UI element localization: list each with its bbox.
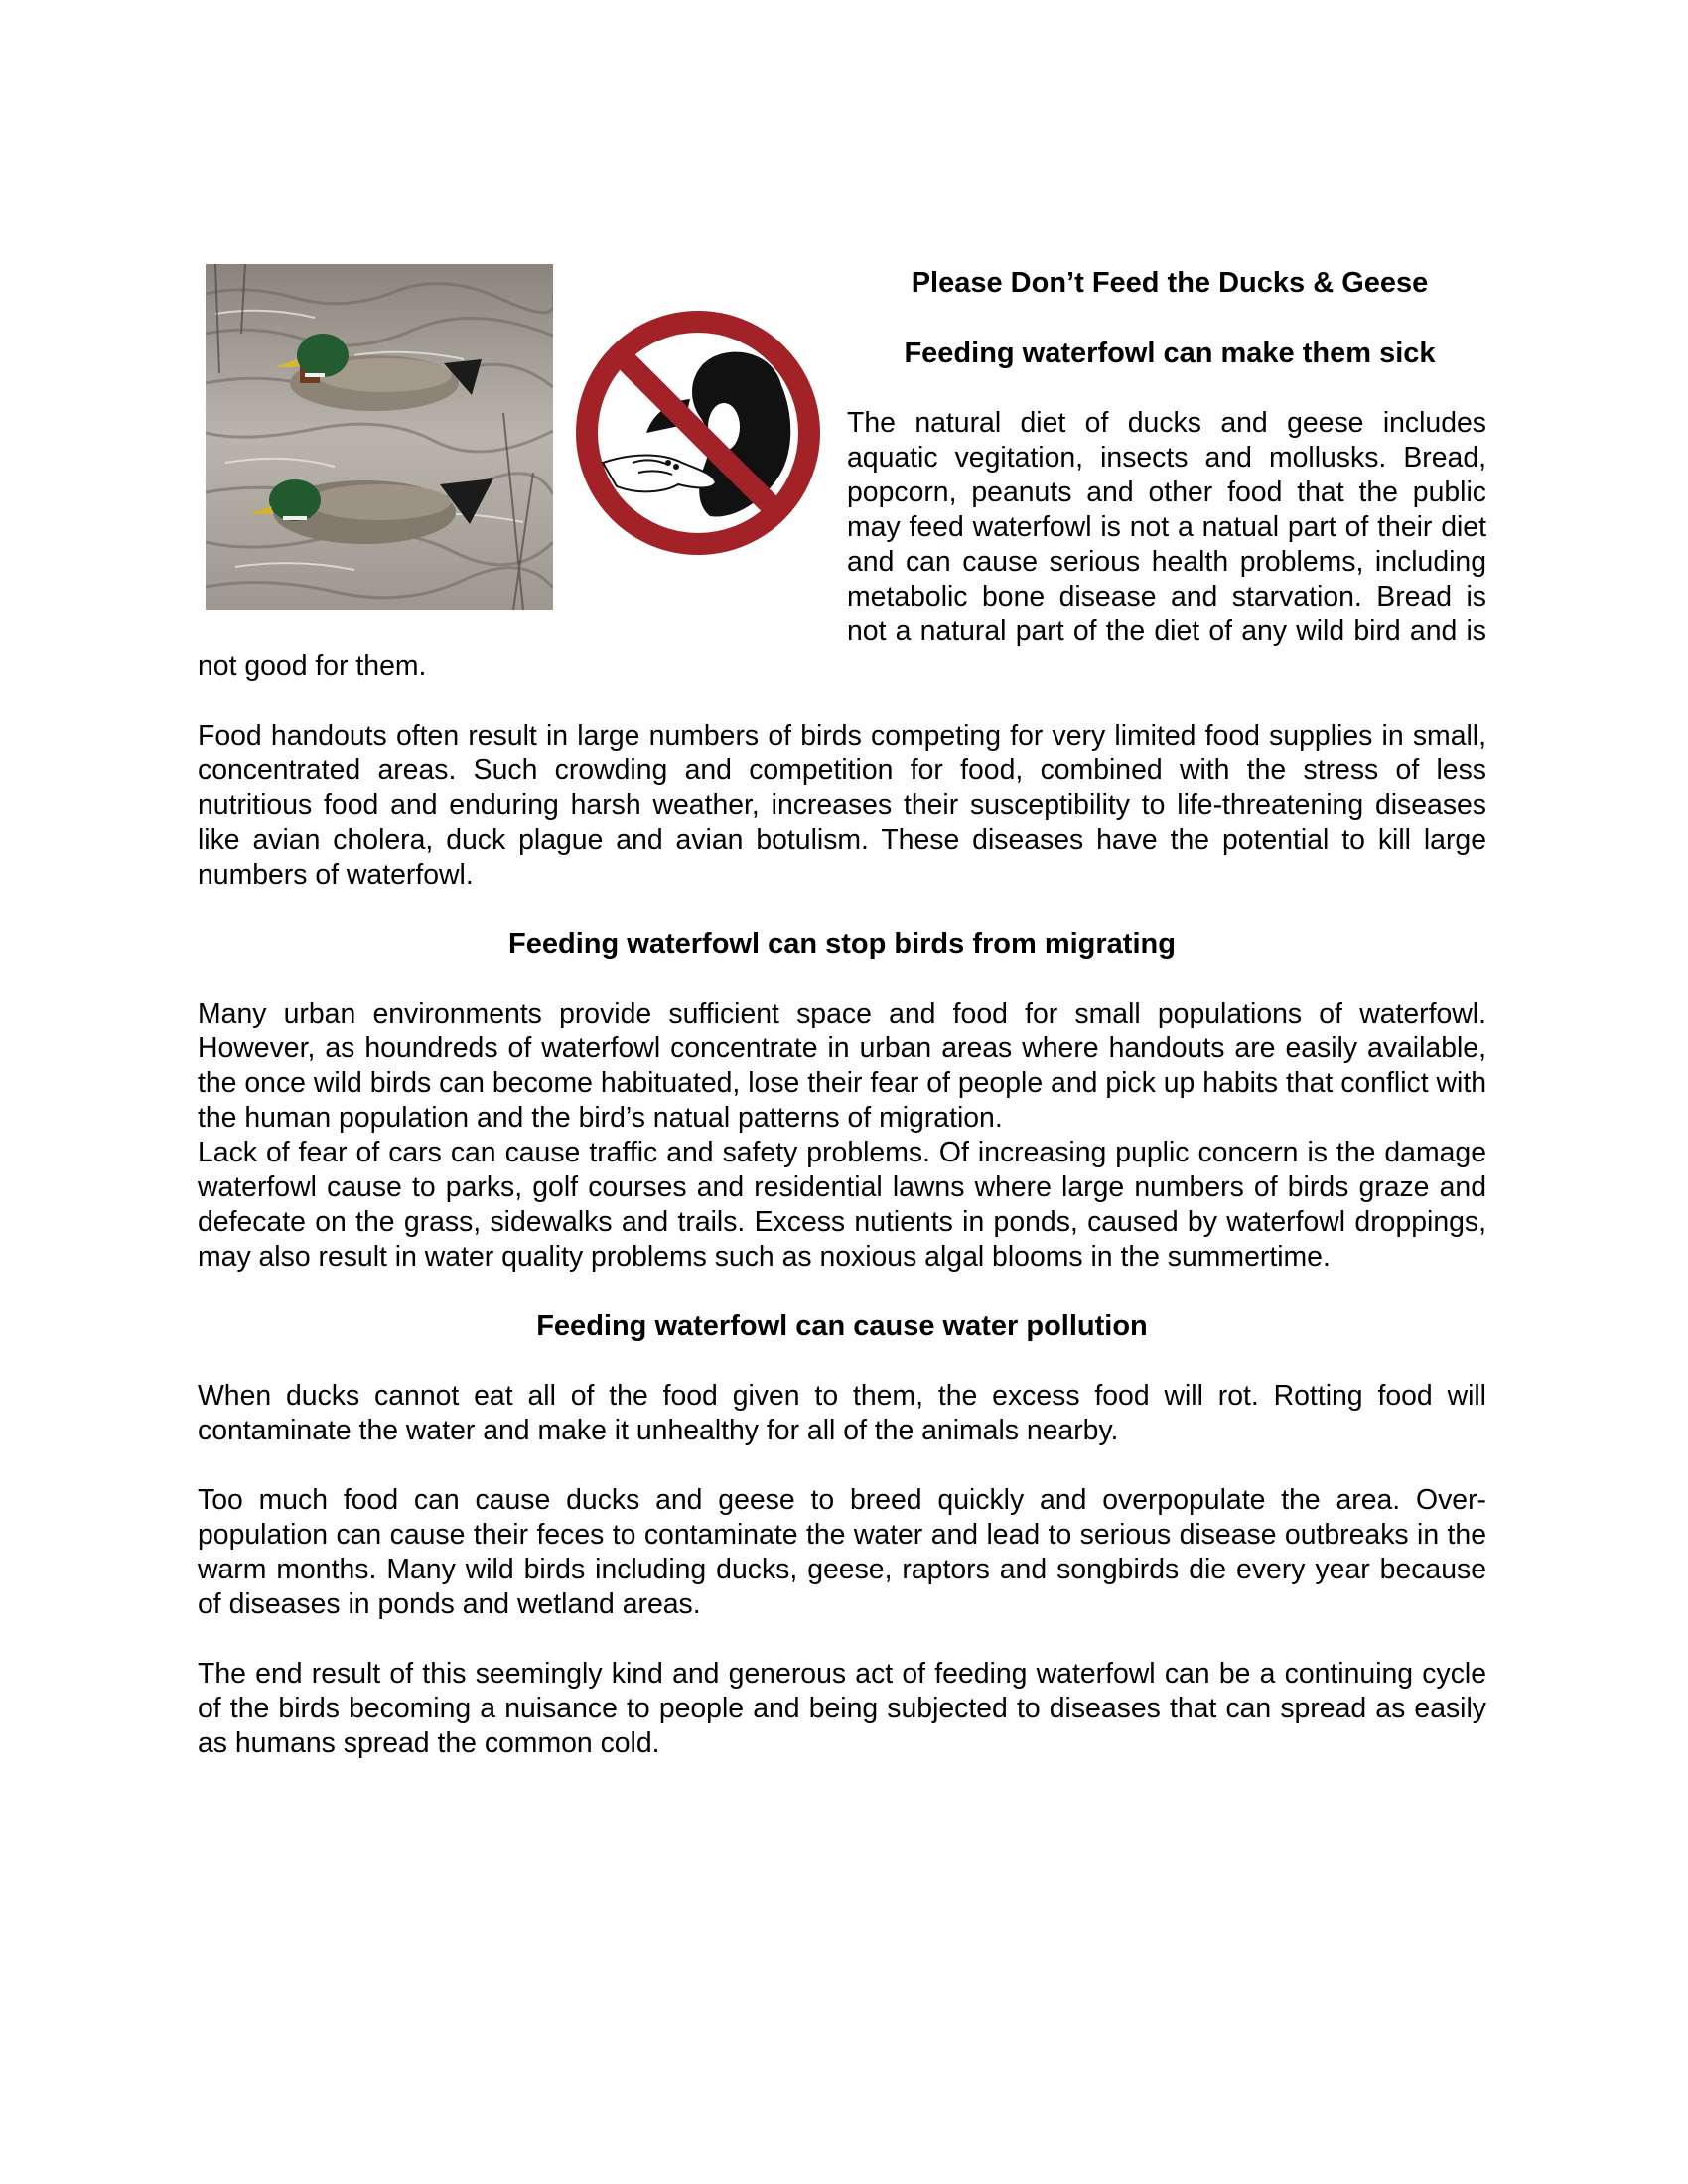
document-page [198, 260, 1486, 1761]
paragraph-overpopulation: Too much food can cause ducks and geese to breed quickly and overpopulate the area. Over-population can cause their feces to contaminate the water and lead to serious disease outbreaks in the warm months. Many wild birds including ducks, geese, raptors and songbirds die every year because of diseases in ponds and wetland areas. [198, 1484, 1486, 1620]
header-figures [198, 260, 833, 617]
page-title: Please Don’t Feed the Ducks & Geese [911, 267, 1429, 299]
paragraph-end-result: The end result of this seemingly kind and generous act of feeding waterfowl can be a continuing cycle of the birds becoming a nuisance to people and being subjected to diseases that can spread as easily as humans spread the common cold. [198, 1658, 1486, 1759]
paragraph-rotting-food: When ducks cannot eat all of the food given to them, the excess food will rot. Rotting food will contaminate the water and make it unhealthy for all of the animals nearby. [198, 1380, 1486, 1446]
mallard-ducks-photo [206, 264, 553, 610]
prohibition-icon [573, 308, 823, 558]
section-heading-migrating: Feeding waterfowl can stop birds from migrating [508, 928, 1176, 960]
paragraph-natural-diet: The natural diet of ducks and geese includes aquatic vegitation, insects and mollusks. Bread, popcorn, peanuts and other food that the public may feed waterfowl is not a natual part of their diet and can cause serious health problems, including metabolic bone disease and starvation. Bread is not a natural part of the diet of any wild bird and is not good for them. [198, 407, 1486, 682]
section-heading-water-pollution: Feeding waterfowl can cause water pollution [536, 1310, 1148, 1342]
paragraph-urban-environments: Many urban environments provide sufficient space and food for small populations of waterfowl. However, as houndreds of waterfowl concentrate in urban areas where handouts are easily available, the once wild birds can become habituated, lose their fear of people and pick up habits that conflict with the human population and the bird’s natual patterns of migration. [198, 998, 1486, 1134]
section-heading-sick: Feeding waterfowl can make them sick [904, 338, 1436, 369]
paragraph-food-handouts: Food handouts often result in large numbers of birds competing for very limited food supplies in small, concentrated areas. Such crowding and competition for food, combined with the stress of less nutritious food and enduring harsh weather, increases their susceptibility to life-threatening diseases like avian cholera, duck plague and avian botulism. These diseases have the potential to kill large numbers of waterfowl. [198, 720, 1486, 890]
paragraph-lack-of-fear: Lack of fear of cars can cause traffic and safety problems. Of increasing puplic concern is the damage waterfowl cause to parks, golf courses and residential lawns where large numbers of birds graze and defecate on the grass, sidewalks and trails. Excess nutients in ponds, caused by waterfowl droppings, may also result in water quality problems such as noxious algal blooms in the summertime. [198, 1137, 1486, 1273]
